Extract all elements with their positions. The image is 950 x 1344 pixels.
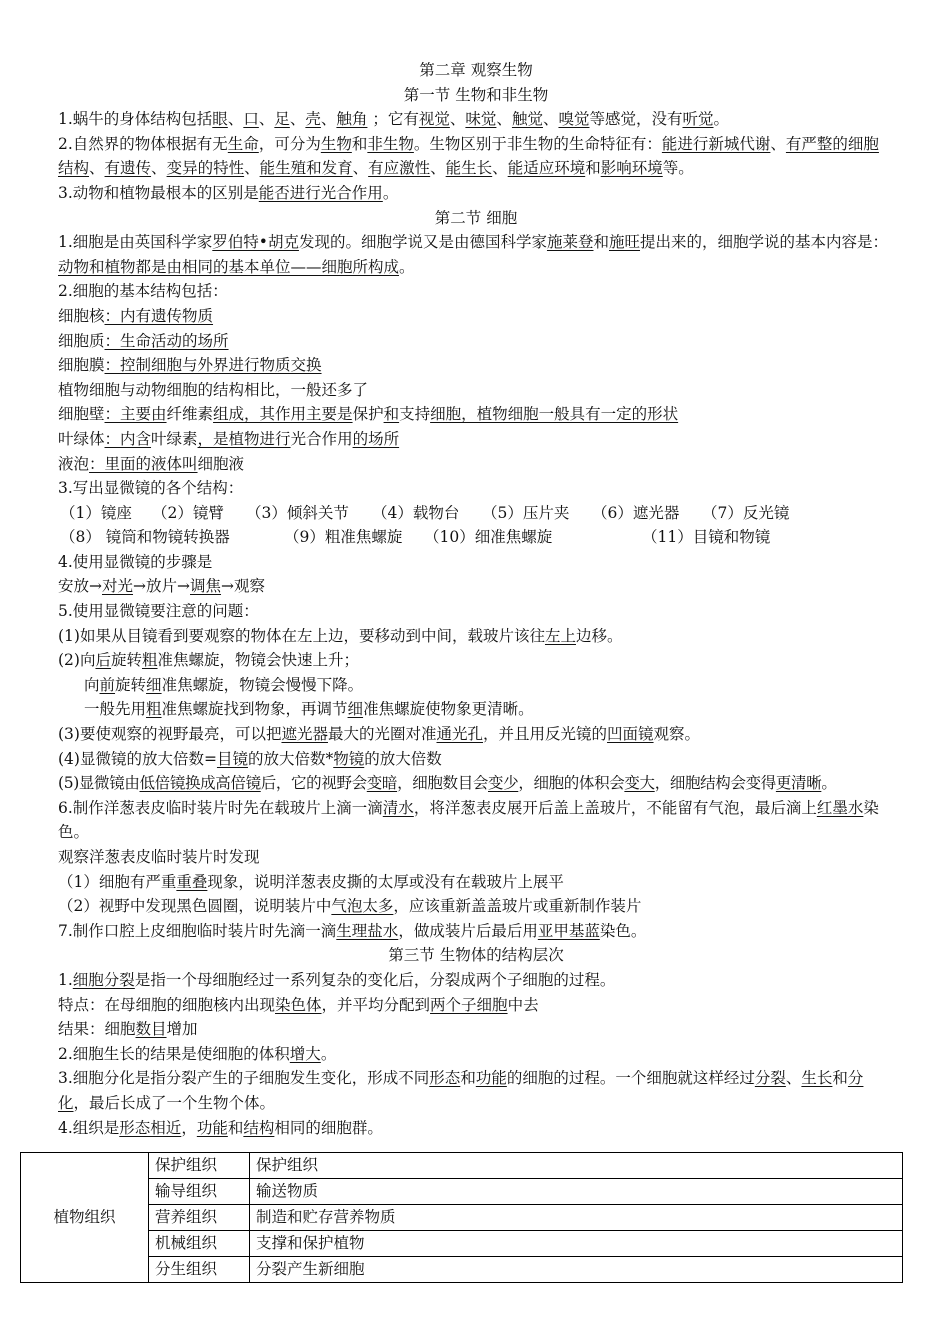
text-segment: →观察	[221, 577, 266, 596]
key-term: 触觉	[511, 110, 543, 129]
text-segment: ，细胞的体积会	[518, 774, 625, 793]
key-term: 对光	[102, 577, 134, 596]
key-term: 触角	[336, 110, 368, 129]
s1-paragraph-3	[58, 181, 894, 206]
key-term: 目镜	[216, 749, 248, 768]
membrane-line	[58, 353, 894, 378]
text-segment: 的细胞的过程。一个细胞就这样经过	[506, 1069, 755, 1088]
key-term: 施莱登	[546, 233, 594, 252]
tissue-desc: 支撑和保护植物	[250, 1231, 903, 1257]
key-term: 影响环境	[600, 159, 663, 178]
key-term: 能生殖和发育	[259, 159, 353, 178]
text-segment: 保护	[352, 405, 384, 424]
section-1-title: 第一节 生物和非生物	[403, 85, 549, 104]
document-page	[58, 58, 894, 1140]
text-segment: 中去	[507, 995, 539, 1014]
note-4	[58, 747, 894, 772]
part-item: （1）镜座	[60, 503, 132, 522]
text-segment: 细胞膜	[58, 356, 105, 375]
key-term: 遮光器	[281, 725, 328, 744]
tissue-desc: 输送物质	[250, 1179, 903, 1205]
key-term: 听觉	[682, 110, 714, 129]
text-segment: 。	[821, 774, 837, 793]
text-segment: 向	[84, 675, 100, 694]
text-segment: 和	[832, 1069, 848, 1088]
key-term: ：内有遗传物质	[104, 306, 214, 325]
key-term: 左上	[544, 626, 576, 645]
text-segment: 。	[320, 1044, 337, 1063]
vacuole-line	[58, 452, 894, 477]
key-term: 分化	[58, 1069, 864, 1112]
text-segment: 一般先用	[84, 700, 147, 719]
text-segment: 准焦螺旋找到物象，再调节	[161, 700, 348, 719]
text-segment: 和	[351, 134, 368, 153]
division-result	[58, 1017, 894, 1042]
key-term: 能进行新城代谢	[661, 134, 771, 153]
s2-paragraph-7	[58, 919, 894, 944]
text-segment: 、	[320, 110, 337, 129]
text-segment: 是指一个母细胞经过一系列复杂的变化后，分裂成两个子细胞的过程。	[134, 970, 616, 989]
text-segment: ，并平均分配到	[321, 995, 431, 1014]
key-term: 生命	[227, 134, 259, 153]
tissue-name: 输导组织	[149, 1179, 250, 1205]
text-segment: 1.蜗牛的身体结构包括	[58, 110, 213, 129]
text-segment: 叶绿素	[151, 429, 198, 448]
key-term: 生长	[801, 1069, 833, 1088]
text-segment: 、	[89, 159, 105, 178]
s3-paragraph-4	[58, 1116, 894, 1141]
part-item: （2）镜臂	[152, 503, 224, 522]
text-segment: 、	[492, 159, 508, 178]
s2-paragraph-2: 2.细胞的基本结构包括：	[58, 282, 228, 301]
key-term: 生理盐水	[336, 921, 399, 940]
steps-line	[58, 574, 894, 599]
text-segment: (2)向	[58, 651, 96, 670]
text-segment: ，应该重新盖盖玻片或重新制作装片	[393, 897, 642, 916]
cytoplasm-line	[58, 329, 894, 354]
key-term: ：里面的液体叫	[89, 454, 198, 473]
key-term: 粗	[146, 700, 162, 719]
key-term: 有遗传	[104, 159, 152, 178]
part-item: （7）反光镜	[702, 503, 790, 522]
key-term: ：控制细胞与外界进行物质交换	[104, 356, 322, 375]
text-segment: 增加	[166, 1020, 198, 1039]
note-2c	[58, 697, 894, 722]
key-term: ：主要由	[104, 405, 167, 424]
key-term: 动物和植物都是由相同的基本单位——细胞所构成	[58, 257, 400, 276]
key-term: 细胞，植物细胞一般具有一定的形状	[430, 405, 679, 424]
key-term: 细胞分裂	[72, 970, 135, 989]
key-term: 有严整的细胞结构	[58, 134, 879, 178]
key-term: 能生长	[445, 159, 493, 178]
key-term: 变大	[624, 774, 655, 793]
section-2-title: 第二节 细胞	[434, 208, 518, 227]
text-segment: 现象，说明洋葱表皮撕的太厚或没有在载玻片上展平	[207, 872, 564, 891]
s3-paragraph-2	[58, 1042, 894, 1067]
text-segment: 。	[713, 110, 730, 129]
part-item: （4）载物台	[372, 503, 460, 522]
part-item: （9）粗准焦螺旋	[284, 528, 403, 547]
note-2b	[58, 673, 894, 698]
text-segment: 细胞壁	[58, 405, 105, 424]
text-segment: ，可分为	[258, 134, 321, 153]
text-segment: 、	[449, 110, 466, 129]
chapter-title: 第二章 观察生物	[419, 61, 533, 79]
table-row	[21, 1179, 903, 1205]
part-item: （5）压片夹	[482, 503, 570, 522]
text-segment: 观察。	[653, 725, 701, 744]
text-segment: 后，它的视野会	[260, 774, 367, 793]
tissue-name: 营养组织	[149, 1205, 250, 1231]
key-term: 的场所	[352, 429, 400, 448]
key-term: 嗅觉	[558, 110, 590, 129]
note-3	[58, 722, 894, 747]
text-segment: 等。	[662, 159, 694, 178]
key-term: 结构	[243, 1118, 275, 1137]
text-segment: 和	[593, 233, 609, 252]
key-term: 和	[383, 405, 400, 424]
tissue-name: 分生组织	[149, 1257, 250, 1283]
microscope-parts-row-2	[58, 525, 894, 550]
s2-paragraph-6	[58, 796, 894, 845]
s1-paragraph-2	[58, 132, 894, 181]
text-segment: 、	[430, 159, 446, 178]
text-segment: 和	[460, 1069, 476, 1088]
text-segment: 3.细胞分化是指分裂产生的子细胞发生变化，形成不同	[58, 1069, 430, 1088]
tissue-name: 保护组织	[149, 1153, 250, 1179]
tissue-desc: 分裂产生新细胞	[250, 1257, 903, 1283]
text-segment: (3)要使观察的视野最亮，可以把	[58, 725, 282, 744]
text-segment: (1)如果从目镜看到要观察的物体在左上边，要移动到中间，载玻片该往	[58, 626, 545, 645]
text-segment: 发现的。细胞学说又是由德国科学家	[298, 233, 547, 252]
key-term: 壳	[305, 110, 321, 129]
text-segment: (4)显微镜的放大倍数=	[58, 749, 217, 768]
text-segment: 和	[585, 159, 601, 178]
key-term: 红墨水	[816, 798, 864, 817]
part-item: （8） 镜筒和物镜转换器	[60, 528, 230, 547]
text-segment: 、	[258, 110, 275, 129]
key-term: 视觉	[418, 110, 450, 129]
s3-paragraph-1	[58, 968, 894, 993]
s2-paragraph-1	[58, 230, 894, 279]
text-segment: 2.细胞生长的结果是使细胞的体积	[58, 1044, 290, 1063]
key-term: 凹面镜	[607, 725, 654, 744]
text-segment: 染色。	[58, 798, 879, 842]
key-term: 细	[146, 675, 162, 694]
text-segment: 3.动物和植物最根本的区别是	[58, 183, 259, 202]
key-term: 前	[99, 675, 116, 694]
key-term: 重叠	[176, 872, 208, 891]
text-segment: 的放大倍数*	[247, 749, 334, 768]
text-segment: 染色。	[599, 921, 647, 940]
key-term: 清水	[382, 798, 414, 817]
key-term: 罗伯特•胡克	[212, 233, 299, 252]
text-segment: 边移。	[575, 626, 623, 645]
text-segment: 、	[352, 159, 369, 178]
text-segment: 2.自然界的物体根据有无	[58, 134, 228, 153]
text-segment: 旋转	[115, 675, 147, 694]
key-term: 调焦	[190, 577, 222, 596]
key-term: 能否进行光合作用	[258, 183, 383, 202]
s1-paragraph-1	[58, 107, 894, 132]
text-segment: 1.细胞是由英国科学家	[58, 233, 213, 252]
text-segment: 、	[770, 134, 786, 153]
text-segment: 光合作用	[290, 429, 353, 448]
key-term: 细	[347, 700, 364, 719]
key-term: 眼	[212, 110, 228, 129]
compare-line: 植物细胞与动物细胞的结构相比，一般还多了	[58, 380, 369, 399]
key-term: ：生命活动的场所	[104, 331, 229, 350]
text-segment: 和	[227, 1118, 244, 1137]
key-term: 味觉	[465, 110, 497, 129]
text-segment: 4.组织是	[58, 1118, 120, 1137]
text-segment: ，细胞结构会变得	[654, 774, 776, 793]
text-segment: 等感觉，没有	[589, 110, 683, 129]
text-segment: 最大的光圈对准	[327, 725, 437, 744]
text-segment: 7.制作口腔上皮细胞临时装片时先滴一滴	[58, 921, 337, 940]
text-segment: 6.制作洋葱表皮临时装片时先在载玻片上滴一滴	[58, 798, 383, 817]
text-segment: 旋转	[110, 651, 142, 670]
key-term: 数目	[135, 1020, 167, 1039]
key-term: ，是植物进行	[197, 429, 291, 448]
tissue-desc: 保护组织	[250, 1153, 903, 1179]
key-term: 粗	[142, 651, 158, 670]
text-segment: 细胞液	[197, 454, 245, 473]
key-term: ：内含	[104, 429, 152, 448]
text-segment: ，	[181, 1118, 197, 1137]
cell-wall-line	[58, 402, 894, 427]
text-segment: 纤维素	[166, 405, 214, 424]
table-row	[21, 1231, 903, 1257]
text-segment: 液泡	[58, 454, 90, 473]
text-segment: 准焦螺旋，物镜会快速上升；	[157, 651, 360, 670]
key-term: 组成，其作用主要是	[213, 405, 353, 424]
tissue-desc: 制造和贮存营养物质	[250, 1205, 903, 1231]
table-row	[21, 1257, 903, 1283]
key-term: 气泡太多	[331, 897, 394, 916]
text-segment: 、	[244, 159, 260, 178]
key-term: 口	[243, 110, 259, 129]
tissue-name: 机械组织	[149, 1231, 250, 1257]
table-group-cell: 植物组织	[21, 1153, 149, 1283]
key-term: 功能	[475, 1069, 507, 1088]
division-feature	[58, 993, 894, 1018]
part-item: （3）倾斜关节	[246, 503, 349, 522]
observation-1	[58, 870, 894, 895]
text-segment: ，做成装片后最后用	[398, 921, 538, 940]
table-row	[21, 1153, 903, 1179]
key-term: 形态相近	[119, 1118, 182, 1137]
microscope-parts-row-1	[58, 501, 894, 526]
text-segment: 相同的细胞群。	[274, 1118, 383, 1137]
part-item: （10）细准焦螺旋	[424, 528, 553, 547]
s2-paragraph-3: 3.写出显微镜的各个结构：	[58, 479, 244, 498]
text-segment: 、	[785, 1069, 802, 1088]
text-segment: 、	[151, 159, 167, 178]
text-segment: 支持	[399, 405, 431, 424]
note-5	[58, 771, 894, 796]
text-segment: ，并且用反光镜的	[483, 725, 608, 744]
key-term: 亚甲基蓝	[537, 921, 600, 940]
nucleus-line	[58, 304, 894, 329]
observation-intro: 观察洋葱表皮临时装片时发现	[58, 848, 260, 866]
s3-paragraph-3	[58, 1066, 894, 1115]
text-segment: 细胞核	[58, 306, 105, 325]
key-term: 染色体	[275, 995, 322, 1014]
key-term: 变少	[488, 774, 519, 793]
text-segment: 。	[382, 183, 399, 202]
key-term: 物镜	[333, 749, 365, 768]
key-term: 非生物	[367, 134, 414, 153]
text-segment: ，细胞数目会	[397, 774, 488, 793]
key-term: 能适应环境	[507, 159, 586, 178]
text-segment: 、	[227, 110, 244, 129]
text-segment: 、	[496, 110, 512, 129]
key-term: 形态	[429, 1069, 461, 1088]
text-segment: 、	[289, 110, 306, 129]
text-segment: 提出来的，细胞学说的基本内容是：	[640, 233, 889, 252]
note-2a	[58, 648, 894, 673]
text-segment: （2）视野中发现黑色圆圈，说明装片中	[58, 897, 332, 916]
key-term: 施旺	[609, 233, 641, 252]
text-segment: ；它有	[367, 110, 419, 129]
text-segment: →放片→	[133, 577, 190, 596]
text-segment: 特点：在母细胞的细胞核内出现	[58, 995, 276, 1014]
text-segment: 1.	[58, 970, 73, 989]
text-segment: (5)显微镜由	[58, 774, 140, 793]
text-segment: 准焦螺旋，物镜会慢慢下降。	[161, 675, 364, 694]
key-term: 两个子细胞	[430, 995, 508, 1014]
part-item: （6）遮光器	[592, 503, 680, 522]
text-segment: 准焦螺旋使物象更清晰。	[363, 700, 534, 719]
key-term: 功能	[196, 1118, 228, 1137]
text-segment: 、	[542, 110, 559, 129]
text-segment: 安放→	[58, 577, 102, 596]
chloroplast-line	[58, 427, 894, 452]
table-row	[21, 1205, 903, 1231]
text-segment: 。	[399, 257, 415, 276]
text-segment: （1）细胞有严重	[58, 872, 177, 891]
text-segment: ，最后长成了一个生物个体。	[73, 1093, 276, 1112]
key-term: 变暗	[366, 774, 398, 793]
text-segment: 的放大倍数	[364, 749, 442, 768]
key-term: 后	[95, 651, 111, 670]
part-item: （11）目镜和物镜	[642, 528, 771, 547]
key-term: 低倍镜换成高倍镜	[139, 774, 261, 793]
key-term: 更清晰	[775, 774, 822, 793]
s2-paragraph-5: 5.使用显微镜要注意的问题：	[58, 602, 259, 621]
key-term: 分裂	[754, 1069, 786, 1088]
s2-paragraph-4: 4.使用显微镜的步骤是	[58, 552, 213, 571]
observation-2	[58, 894, 894, 919]
text-segment: ，将洋葱表皮展开后盖上盖玻片，不能留有气泡，最后滴上	[413, 798, 817, 817]
text-segment: 。生物区别于非生物的生命特征有：	[413, 134, 662, 153]
text-segment: 细胞质	[58, 331, 105, 350]
key-term: 有应激性	[368, 159, 431, 178]
note-1	[58, 624, 894, 649]
key-term: 通光孔	[436, 725, 484, 744]
key-term: 足	[274, 110, 290, 129]
key-term: 变异的特性	[166, 159, 245, 178]
key-term: 生物	[320, 134, 352, 153]
section-3-title: 第三节 生物体的结构层次	[388, 946, 564, 965]
text-segment: 结果：细胞	[58, 1020, 136, 1039]
text-segment: 叶绿体	[58, 429, 105, 448]
key-term: 增大	[289, 1044, 321, 1063]
plant-tissue-table	[20, 1152, 903, 1283]
